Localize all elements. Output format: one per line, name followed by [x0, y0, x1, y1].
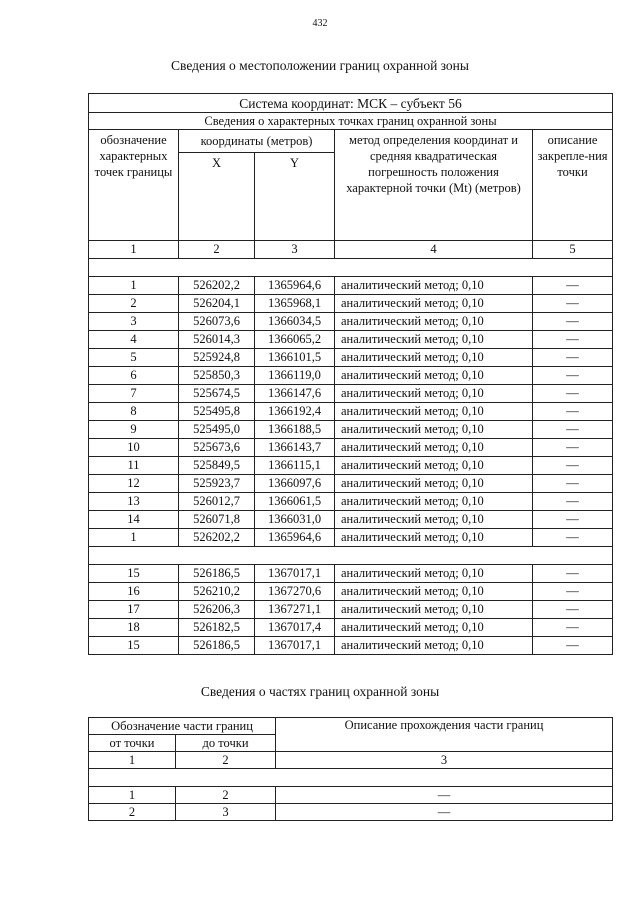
table-row [89, 637, 613, 655]
part-description-cell: — [276, 804, 613, 821]
boundary-parts-table [88, 717, 613, 821]
x-cell: 526210,2 [179, 583, 255, 601]
table-row [89, 787, 613, 804]
section-separator [89, 547, 613, 565]
column-number: 2 [179, 241, 255, 259]
point-cell: 1 [89, 277, 179, 295]
table-row [89, 403, 613, 421]
y-cell: 1366115,1 [255, 457, 335, 475]
table-row [89, 475, 613, 493]
header-part-description: Описание прохождения части границ [276, 718, 613, 752]
point-cell: 10 [89, 439, 179, 457]
method-cell: аналитический метод; 0,10 [335, 385, 533, 403]
method-cell: аналитический метод; 0,10 [335, 475, 533, 493]
x-cell: 526186,5 [179, 637, 255, 655]
point-cell: 16 [89, 583, 179, 601]
header-description: описание закрепле-ния точки [533, 130, 613, 241]
description-cell: — [533, 331, 613, 349]
table-row [89, 385, 613, 403]
method-cell: аналитический метод; 0,10 [335, 421, 533, 439]
y-cell: 1367017,4 [255, 619, 335, 637]
column-number: 1 [89, 752, 176, 769]
y-cell: 1367270,6 [255, 583, 335, 601]
header-coordinates: координаты (метров) [179, 130, 335, 153]
method-cell: аналитический метод; 0,10 [335, 403, 533, 421]
page-number: 432 [312, 18, 328, 29]
from-point-cell: 1 [89, 787, 176, 804]
description-cell: — [533, 421, 613, 439]
method-cell: аналитический метод; 0,10 [335, 457, 533, 475]
y-cell: 1367017,1 [255, 637, 335, 655]
description-cell: — [533, 583, 613, 601]
table-row [89, 493, 613, 511]
description-cell: — [533, 349, 613, 367]
header-point-designation: обозначение характерных точек границы [89, 130, 179, 241]
y-cell: 1366034,5 [255, 313, 335, 331]
point-cell: 17 [89, 601, 179, 619]
column-number: 4 [335, 241, 533, 259]
y-cell: 1366192,4 [255, 403, 335, 421]
method-cell: аналитический метод; 0,10 [335, 331, 533, 349]
x-cell: 526073,6 [179, 313, 255, 331]
table-subtitle: Сведения о характерных точках границ охранной зоны [89, 113, 613, 130]
y-cell: 1365964,6 [255, 529, 335, 547]
method-cell: аналитический метод; 0,10 [335, 349, 533, 367]
description-cell: — [533, 295, 613, 313]
point-cell: 14 [89, 511, 179, 529]
description-cell: — [533, 439, 613, 457]
point-cell: 13 [89, 493, 179, 511]
y-cell: 1365964,6 [255, 277, 335, 295]
to-point-cell: 2 [176, 787, 276, 804]
table-row [89, 583, 613, 601]
from-point-cell: 2 [89, 804, 176, 821]
y-cell: 1366061,5 [255, 493, 335, 511]
description-cell: — [533, 475, 613, 493]
x-cell: 526186,5 [179, 565, 255, 583]
column-number: 2 [176, 752, 276, 769]
description-cell: — [533, 385, 613, 403]
point-cell: 7 [89, 385, 179, 403]
method-cell: аналитический метод; 0,10 [335, 367, 533, 385]
point-cell: 5 [89, 349, 179, 367]
x-cell: 526012,7 [179, 493, 255, 511]
x-cell: 526071,8 [179, 511, 255, 529]
y-cell: 1366188,5 [255, 421, 335, 439]
table-row [89, 349, 613, 367]
point-cell: 15 [89, 565, 179, 583]
x-cell: 526204,1 [179, 295, 255, 313]
description-cell: — [533, 403, 613, 421]
x-cell: 525673,6 [179, 439, 255, 457]
x-cell: 525495,0 [179, 421, 255, 439]
point-cell: 15 [89, 637, 179, 655]
y-cell: 1366031,0 [255, 511, 335, 529]
method-cell: аналитический метод; 0,10 [335, 583, 533, 601]
y-cell: 1366143,7 [255, 439, 335, 457]
description-cell: — [533, 313, 613, 331]
x-cell: 526014,3 [179, 331, 255, 349]
header-part-designation: Обозначение части границ [89, 718, 276, 735]
x-cell: 525924,8 [179, 349, 255, 367]
description-cell: — [533, 457, 613, 475]
point-cell: 11 [89, 457, 179, 475]
y-cell: 1367271,1 [255, 601, 335, 619]
table-row [89, 804, 613, 821]
header-to-point: до точки [176, 735, 276, 752]
table-row [89, 331, 613, 349]
y-cell: 1366065,2 [255, 331, 335, 349]
section-separator [89, 259, 613, 277]
section-separator [89, 769, 613, 787]
table-row [89, 565, 613, 583]
y-cell: 1367017,1 [255, 565, 335, 583]
point-cell: 18 [89, 619, 179, 637]
parts-section-title: Сведения о частях границ охранной зоны [200, 684, 440, 699]
table-row [89, 511, 613, 529]
table-row [89, 313, 613, 331]
description-cell: — [533, 493, 613, 511]
coordinate-system: Система координат: МСК – субъект 56 [89, 94, 613, 113]
header-y: Y [255, 153, 335, 241]
table-row [89, 367, 613, 385]
x-cell: 525674,5 [179, 385, 255, 403]
method-cell: аналитический метод; 0,10 [335, 295, 533, 313]
method-cell: аналитический метод; 0,10 [335, 565, 533, 583]
method-cell: аналитический метод; 0,10 [335, 529, 533, 547]
y-cell: 1366097,6 [255, 475, 335, 493]
coordinates-table [88, 93, 613, 655]
table-row [89, 277, 613, 295]
point-cell: 9 [89, 421, 179, 439]
header-from-point: от точки [89, 735, 176, 752]
description-cell: — [533, 565, 613, 583]
document-title: Сведения о местоположении границ охранной зоны [171, 58, 469, 73]
table-row [89, 439, 613, 457]
x-cell: 526202,2 [179, 277, 255, 295]
x-cell: 525850,3 [179, 367, 255, 385]
method-cell: аналитический метод; 0,10 [335, 439, 533, 457]
point-cell: 12 [89, 475, 179, 493]
header-x: X [179, 153, 255, 241]
description-cell: — [533, 601, 613, 619]
y-cell: 1366147,6 [255, 385, 335, 403]
point-cell: 1 [89, 529, 179, 547]
point-cell: 2 [89, 295, 179, 313]
table-row [89, 295, 613, 313]
point-cell: 8 [89, 403, 179, 421]
x-cell: 525923,7 [179, 475, 255, 493]
table-row [89, 457, 613, 475]
description-cell: — [533, 529, 613, 547]
to-point-cell: 3 [176, 804, 276, 821]
description-cell: — [533, 277, 613, 295]
table-row [89, 529, 613, 547]
part-description-cell: — [276, 787, 613, 804]
column-number: 5 [533, 241, 613, 259]
description-cell: — [533, 367, 613, 385]
x-cell: 525495,8 [179, 403, 255, 421]
x-cell: 526182,5 [179, 619, 255, 637]
method-cell: аналитический метод; 0,10 [335, 313, 533, 331]
method-cell: аналитический метод; 0,10 [335, 619, 533, 637]
table-row [89, 421, 613, 439]
table-row [89, 619, 613, 637]
point-cell: 6 [89, 367, 179, 385]
method-cell: аналитический метод; 0,10 [335, 277, 533, 295]
description-cell: — [533, 619, 613, 637]
column-number: 1 [89, 241, 179, 259]
x-cell: 525849,5 [179, 457, 255, 475]
method-cell: аналитический метод; 0,10 [335, 493, 533, 511]
method-cell: аналитический метод; 0,10 [335, 511, 533, 529]
description-cell: — [533, 511, 613, 529]
point-cell: 4 [89, 331, 179, 349]
y-cell: 1365968,1 [255, 295, 335, 313]
header-method: метод определения координат и средняя квадратическая погрешность положения характерной точки (Мt) (метров) [335, 130, 533, 241]
method-cell: аналитический метод; 0,10 [335, 637, 533, 655]
column-number: 3 [255, 241, 335, 259]
column-number: 3 [276, 752, 613, 769]
y-cell: 1366101,5 [255, 349, 335, 367]
x-cell: 526206,3 [179, 601, 255, 619]
table-row [89, 601, 613, 619]
y-cell: 1366119,0 [255, 367, 335, 385]
method-cell: аналитический метод; 0,10 [335, 601, 533, 619]
x-cell: 526202,2 [179, 529, 255, 547]
point-cell: 3 [89, 313, 179, 331]
description-cell: — [533, 637, 613, 655]
